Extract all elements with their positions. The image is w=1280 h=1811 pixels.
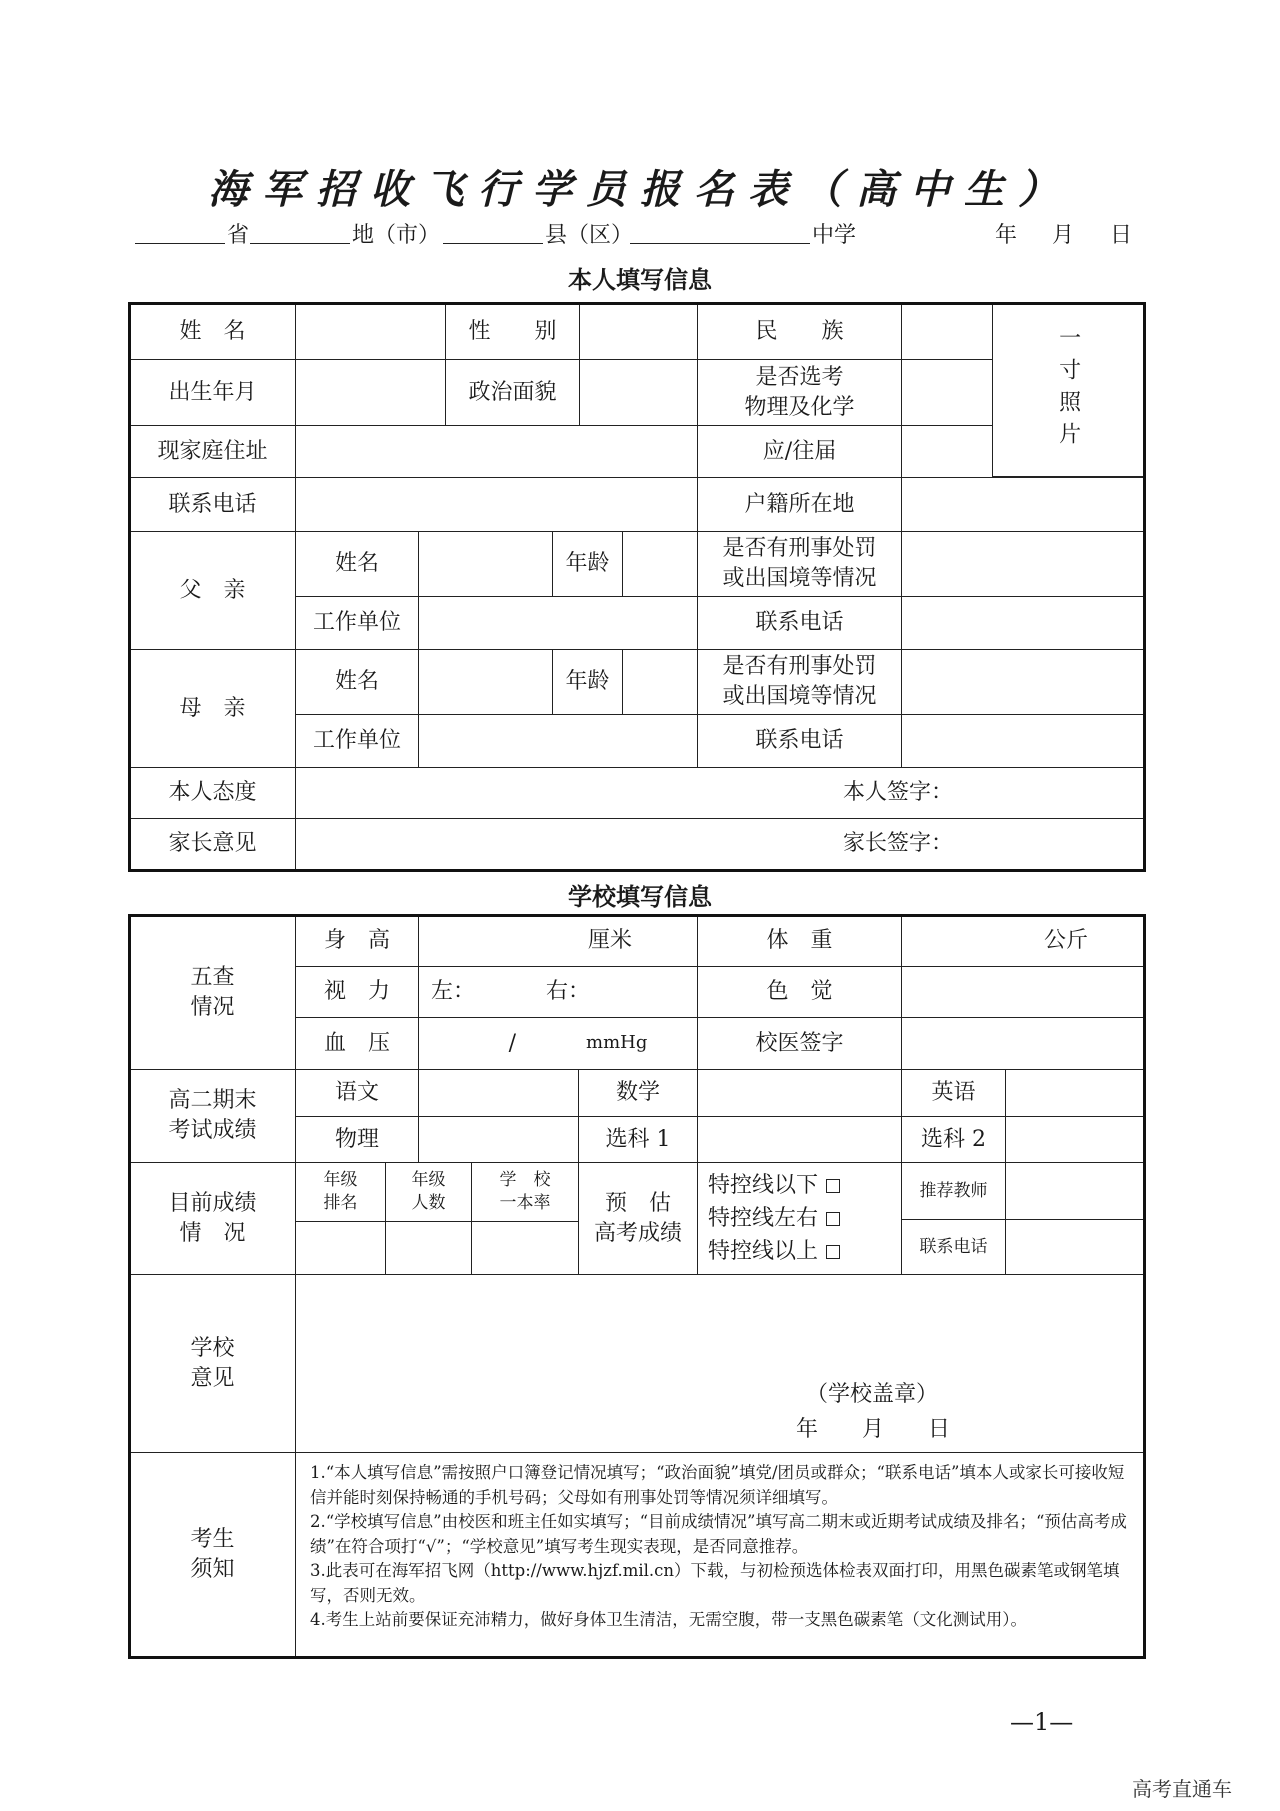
teacher-phone-label: 联系电话	[901, 1219, 1006, 1275]
mother-label: 母 亲	[129, 649, 296, 768]
chinese-label: 语文	[295, 1069, 419, 1117]
mother-name-input[interactable]	[418, 649, 553, 715]
weight-input[interactable]	[901, 915, 1144, 967]
doctor-sign-label: 校医签字	[697, 1017, 902, 1070]
mother-work-label: 工作单位	[295, 714, 419, 768]
cm-unit: 厘米	[587, 928, 632, 954]
gender-input[interactable]	[579, 303, 698, 360]
form-title: 海军招收飞行学员报名表（高中生）	[208, 166, 1072, 213]
notice-line-3: 3.此表可在海军招飞网（http://www.hjzf.mil.cn）下载，与初检预选体检表双面打印，用黑色碳素笔或钢笔填写，否则无效。	[310, 1561, 1120, 1605]
section-self-title: 本人填写信息	[568, 266, 712, 294]
teacher-phone-input[interactable]	[1005, 1219, 1144, 1275]
school-seal-label: （学校盖章）	[806, 1382, 939, 1407]
mother-record-input[interactable]	[901, 649, 1144, 715]
weight-label: 体 重	[697, 915, 902, 967]
school-opinion-input[interactable]	[295, 1274, 1144, 1453]
opt-around-label: 特控线左右	[708, 1206, 819, 1231]
mmhg-unit: mmHg	[586, 1032, 648, 1054]
political-label: 政治面貌	[445, 359, 580, 426]
father-record-label: 是否有刑事处罚 或出国境等情况	[697, 531, 902, 597]
mother-phone-label: 联系电话	[697, 714, 902, 768]
page-number: —1—	[1010, 1708, 1074, 1736]
father-phone-input[interactable]	[901, 596, 1144, 650]
father-phone-label: 联系电话	[697, 596, 902, 650]
father-work-input[interactable]	[418, 596, 698, 650]
kg-unit: 公斤	[1043, 928, 1088, 954]
school-date-label: 年 月 日	[796, 1417, 951, 1442]
school-opinion-label: 学校 意见	[129, 1274, 296, 1453]
opt-above-label: 特控线以上	[708, 1239, 819, 1264]
grade-count-label: 年级 人数	[385, 1162, 472, 1222]
current-label: 目前成绩 情 况	[129, 1162, 296, 1275]
graduate-label: 应/往届	[697, 425, 902, 478]
school-blank[interactable]	[630, 243, 810, 244]
teacher-input[interactable]	[1005, 1162, 1144, 1220]
father-label: 父 亲	[129, 531, 296, 650]
parent-opinion-label: 家长意见	[129, 818, 296, 870]
gender-label: 性 别	[445, 303, 580, 360]
elective1-input[interactable]	[697, 1116, 902, 1163]
math-input[interactable]	[697, 1069, 902, 1117]
county-blank[interactable]	[443, 243, 543, 244]
predict-label: 预 估 高考成绩	[578, 1162, 698, 1275]
vision-right-label: 右：	[546, 979, 591, 1005]
scores-label: 高二期末 考试成绩	[129, 1069, 296, 1163]
height-label: 身 高	[295, 915, 419, 967]
checkbox-icon[interactable]	[826, 1179, 840, 1193]
doctor-sign-input[interactable]	[901, 1017, 1144, 1070]
physchem-label: 是否选考 物理及化学	[697, 359, 902, 426]
father-age-input[interactable]	[622, 531, 698, 597]
parent-sign-label: 家长签字：	[842, 831, 953, 857]
physics-label: 物理	[295, 1116, 419, 1163]
physchem-input[interactable]	[901, 359, 993, 426]
mother-name-label: 姓名	[295, 649, 419, 715]
birth-input[interactable]	[295, 359, 446, 426]
color-vision-label: 色 觉	[697, 966, 902, 1018]
birth-label: 出生年月	[129, 359, 296, 426]
five-check-label: 五查 情况	[129, 915, 296, 1070]
mother-phone-input[interactable]	[901, 714, 1144, 768]
parent-opinion-input[interactable]	[295, 818, 1144, 870]
notice-label: 考生 须知	[129, 1452, 296, 1657]
math-label: 数学	[578, 1069, 698, 1117]
political-input[interactable]	[579, 359, 698, 426]
english-input[interactable]	[1005, 1069, 1144, 1117]
grade-rank-label: 年级 排名	[295, 1162, 386, 1222]
prefecture-blank[interactable]	[250, 243, 350, 244]
name-label: 姓 名	[129, 303, 296, 360]
father-name-label: 姓名	[295, 531, 419, 597]
hukou-input[interactable]	[901, 477, 1144, 532]
address-input[interactable]	[295, 425, 698, 478]
father-record-input[interactable]	[901, 531, 1144, 597]
vision-input[interactable]	[418, 966, 698, 1018]
photo-slot[interactable]	[992, 303, 1144, 477]
father-name-input[interactable]	[418, 531, 553, 597]
province-label: 省	[227, 223, 250, 248]
bp-input[interactable]	[418, 1017, 698, 1070]
predict-options	[697, 1162, 902, 1275]
grade-rank-input[interactable]	[295, 1221, 386, 1275]
opt-below[interactable]	[708, 1169, 840, 1202]
opt-around[interactable]	[708, 1202, 840, 1235]
grade-count-input[interactable]	[385, 1221, 472, 1275]
opt-above[interactable]	[708, 1235, 840, 1268]
watermark: 高考直通车	[1132, 1777, 1232, 1801]
checkbox-icon[interactable]	[826, 1212, 840, 1226]
checkbox-icon[interactable]	[826, 1245, 840, 1259]
address-label: 现家庭住址	[129, 425, 296, 478]
elective1-label: 选科 1	[578, 1116, 698, 1163]
school-label: 中学	[812, 223, 857, 248]
ethnicity-label: 民 族	[697, 303, 902, 360]
elective2-label: 选科 2	[901, 1116, 1006, 1163]
notice-line-4: 4.考生上站前要保证充沛精力，做好身体卫生清洁，无需空腹，带一支黑色碳素笔（文化测试用）。	[310, 1610, 1027, 1629]
county-label: 县（区）	[545, 223, 634, 248]
vision-label: 视 力	[295, 966, 419, 1018]
graduate-input[interactable]	[901, 425, 993, 478]
phone-label: 联系电话	[129, 477, 296, 532]
notice-content	[295, 1452, 1144, 1657]
self-sign-label: 本人签字：	[842, 780, 953, 806]
english-label: 英语	[901, 1069, 1006, 1117]
attitude-input[interactable]	[295, 767, 1144, 819]
physics-input[interactable]	[418, 1116, 579, 1163]
photo-label: 一寸照片	[1055, 326, 1081, 454]
prefecture-label: 地（市）	[352, 223, 441, 248]
phone-input[interactable]	[295, 477, 698, 532]
bp-slash: /	[508, 1030, 517, 1056]
name-input[interactable]	[295, 303, 446, 360]
school-rate-label: 学 校 一本率	[471, 1162, 579, 1222]
month-label: 月	[1052, 223, 1075, 248]
father-work-label: 工作单位	[295, 596, 419, 650]
notice-line-1: 1.“本人填写信息”需按照户口簿登记情况填写；“政治面貌”填党/团员或群众；“联系电话”填本人或家长可接收短信并能时刻保持畅通的手机号码；父母如有刑事处罚等情况须详细填写。	[310, 1463, 1125, 1507]
mother-work-input[interactable]	[418, 714, 698, 768]
elective2-input[interactable]	[1005, 1116, 1144, 1163]
teacher-label: 推荐教师	[901, 1162, 1006, 1220]
vision-left-label: 左：	[431, 979, 476, 1005]
school-rate-input[interactable]	[471, 1221, 579, 1275]
year-label: 年	[995, 223, 1018, 248]
height-input[interactable]	[418, 915, 698, 967]
bp-label: 血 压	[295, 1017, 419, 1070]
ethnicity-input[interactable]	[901, 303, 993, 360]
mother-age-input[interactable]	[622, 649, 698, 715]
mother-age-label: 年龄	[552, 649, 623, 715]
opt-below-label: 特控线以下	[708, 1173, 819, 1198]
province-blank[interactable]	[135, 243, 225, 244]
day-label: 日	[1110, 223, 1133, 248]
attitude-label: 本人态度	[129, 767, 296, 819]
notice-line-2: 2.“学校填写信息”由校医和班主任如实填写；“目前成绩情况”填写高二期末或近期考试成绩及排名；“预估高考成绩”在符合项打“√”；“学校意见”填写考生现实表现，是否同意推荐。	[310, 1512, 1127, 1556]
section-school-title: 学校填写信息	[568, 883, 712, 911]
chinese-input[interactable]	[418, 1069, 579, 1117]
color-vision-input[interactable]	[901, 966, 1144, 1018]
mother-record-label: 是否有刑事处罚 或出国境等情况	[697, 649, 902, 715]
hukou-label: 户籍所在地	[697, 477, 902, 532]
father-age-label: 年龄	[552, 531, 623, 597]
